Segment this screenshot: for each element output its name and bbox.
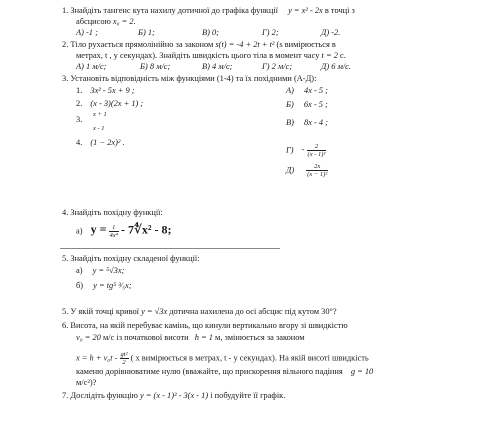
q3-derivative-a: [286, 86, 328, 96]
q3-derivative-d-numerator: 2: [307, 143, 327, 151]
q3-function-3-num: 3.: [76, 115, 83, 124]
q4-line: [62, 208, 163, 218]
q4-item-a: [76, 224, 172, 239]
q1-answer-d: Г) 2;: [262, 28, 279, 37]
q2-answer-e: Д) 6 м/с.: [321, 62, 351, 71]
q3-line: [62, 74, 316, 84]
q3-derivative-d-label: Г): [286, 145, 294, 155]
q3-function-3: [76, 115, 82, 125]
q3-derivative-a-label: А): [286, 86, 294, 95]
q5-item-b-label: б): [76, 281, 84, 290]
q2-answer-c: В) 4 м/с;: [202, 62, 233, 71]
q5-item-b: [76, 281, 132, 291]
q3-derivative-c-label: В): [286, 118, 294, 127]
q7-text: Дослідіть функцію: [70, 391, 138, 400]
q1-text-b: в точці з: [324, 6, 355, 15]
q1-text: Знайдіть тангенс кута нахилу дотичної до графіка функції: [70, 6, 279, 15]
q3-derivative-d: [286, 143, 326, 158]
q6-text-2a: м/с із початкової висоти: [102, 333, 189, 342]
q4-number: 4.: [62, 208, 69, 217]
q6-number: 6.: [62, 321, 69, 330]
q1-answer-e: Д) -2.: [321, 28, 341, 37]
q5-line: [62, 254, 200, 264]
q2-formula: s(t) = -4 + 2t + t²: [215, 40, 275, 49]
q4-formula-end: - 7∜x² - 8;: [121, 222, 172, 237]
q1-x0: x₀ = 2.: [112, 17, 136, 26]
q3-function-1-num: 1.: [76, 86, 83, 95]
q2-text: Тіло рухається прямолінійно за законом: [70, 40, 214, 49]
q2-line-1: [62, 40, 336, 50]
q2-answer-b: Б) 8 м/с;: [140, 62, 171, 71]
q3-function-4-num: 4.: [76, 138, 83, 147]
q6-text-4: каменю дорівнюватиме нулю (вважайте, що прискорення вільного падіння: [76, 367, 343, 376]
q6-line-2: [76, 333, 305, 343]
q3-function-3-denominator: x - 1: [93, 125, 105, 132]
q6-text-1: Висота, на якій перебуває камінь, що кинули вертикально вгору зі швидкістю: [70, 321, 348, 330]
q5b-text-b: дотична нахилена до осі абсцис під кутом 30°?: [169, 307, 337, 316]
q6-v0: v₀ = 20: [76, 333, 101, 342]
q1-formula: y = x² - 2x: [288, 6, 323, 15]
q6-line-3: [76, 351, 369, 366]
q5b-line: [62, 307, 337, 317]
q3-function-2: [76, 99, 143, 109]
q3-function-2-formula: (x - 3)(2x + 1) ;: [90, 99, 144, 108]
q1-line-2: [76, 17, 136, 27]
q6-g: g = 10: [350, 367, 374, 376]
q6-h: h = 1: [194, 333, 213, 342]
q5-text: Знайдіть похідну складеної функції:: [70, 254, 200, 263]
q4-denominator: 4x⁴: [109, 232, 118, 239]
q2-t: t = 2: [321, 51, 338, 60]
q3-derivative-e-fraction: [306, 163, 328, 178]
q6-law-denominator: 2: [122, 359, 126, 366]
q5-number: 5.: [62, 254, 69, 263]
q3-derivative-a-formula: 4x - 5 ;: [304, 86, 328, 95]
q3-function-2-num: 2.: [76, 99, 83, 108]
q4-item-label: а): [76, 226, 83, 236]
q5-item-b-formula: y = tg⁵ ³⁄₅x;: [93, 281, 132, 290]
q3-derivative-e-numerator: 2x: [306, 163, 328, 171]
q3-derivative-e: [286, 163, 328, 178]
q6-law-fraction: [120, 351, 129, 366]
q2-line-2: [76, 51, 346, 61]
q3-derivative-c-formula: 8x - 4 ;: [304, 118, 328, 127]
q3-derivative-d-sign: -: [301, 145, 305, 155]
q5b-number: 5.: [62, 307, 69, 316]
q4-numerator: 1: [109, 224, 119, 232]
q2-text-d: с.: [340, 51, 346, 60]
q3-function-3-numerator: x + 1: [93, 111, 107, 118]
q1-answer-c: В) 0;: [202, 28, 219, 37]
q6-text-2b: м, змінюється за законом: [215, 333, 305, 342]
q3-number: 3.: [62, 74, 69, 83]
q7-text-b: і побудуйте її графік.: [210, 391, 286, 400]
q6-line-5: [76, 378, 96, 388]
q1-number: 1.: [62, 6, 69, 15]
q3-function-1: [76, 86, 135, 96]
q2-number: 2.: [62, 40, 69, 49]
q5-item-a-formula: y = ⁵√3x;: [92, 266, 125, 275]
q5b-formula: y = √3x: [141, 307, 168, 316]
q3-derivative-e-label: Д): [286, 165, 295, 175]
q3-derivative-b-formula: 6x - 5 ;: [303, 100, 328, 109]
q1-text-c: абсцисою: [76, 17, 111, 26]
q5-item-a-label: а): [76, 266, 83, 275]
q3-derivative-b-label: Б): [286, 100, 294, 109]
q3-derivative-e-denominator: (x − 1)²: [307, 171, 328, 178]
q4-text: Знайдіть похідну функції:: [70, 208, 163, 217]
q3-derivative-c: [286, 118, 328, 128]
q3-function-4-formula: (1 − 2x)² .: [90, 138, 125, 147]
q2-answer-d: Г) 2 м/с;: [262, 62, 293, 71]
q3-derivative-d-fraction: [307, 143, 327, 158]
q6-text-5: м/с²)?: [76, 378, 97, 387]
q1-answer-a: А) -1 ;: [76, 28, 98, 37]
q3-function-1-formula: 3x² - 5x + 9 ;: [90, 86, 135, 95]
q3-derivative-b: [286, 100, 328, 110]
q6-law: x = h + v₀t -: [76, 353, 118, 363]
q6-line-4: [76, 367, 373, 377]
q1-line-1: [62, 6, 355, 16]
q2-text-c: метрах, t , у секундах). Знайдіть швидкість цього тіла в момент часу: [76, 51, 320, 60]
divider: [60, 248, 280, 249]
q1-answer-b: Б) 1;: [138, 28, 155, 37]
q3-function-4: [76, 138, 125, 148]
q3-derivative-d-denominator: (x - 1)²: [307, 151, 326, 158]
q2-answer-a: А) 1 м/с;: [76, 62, 107, 71]
q4-fraction: [109, 224, 119, 239]
q6-text-3: ( x вимірюється в метрах, t - у секундах). На якій висоті швидкість: [130, 353, 369, 363]
q5-item-a: [76, 266, 124, 276]
q6-line-1: [62, 321, 348, 331]
q6-law-numerator: gt²: [120, 351, 128, 358]
q7-formula: y = (x - 1)³ - 3(x - 1): [139, 391, 209, 400]
q2-text-b: (s вимірюється в: [276, 40, 336, 49]
q5b-text: У якій точці кривої: [70, 307, 140, 316]
q7-line: [62, 391, 285, 401]
q3-text: Установіть відповідність між функціями (1-4) та їх похідними (А-Д):: [70, 74, 317, 83]
q7-number: 7.: [62, 391, 69, 400]
q4-formula-start: y =: [90, 222, 107, 237]
